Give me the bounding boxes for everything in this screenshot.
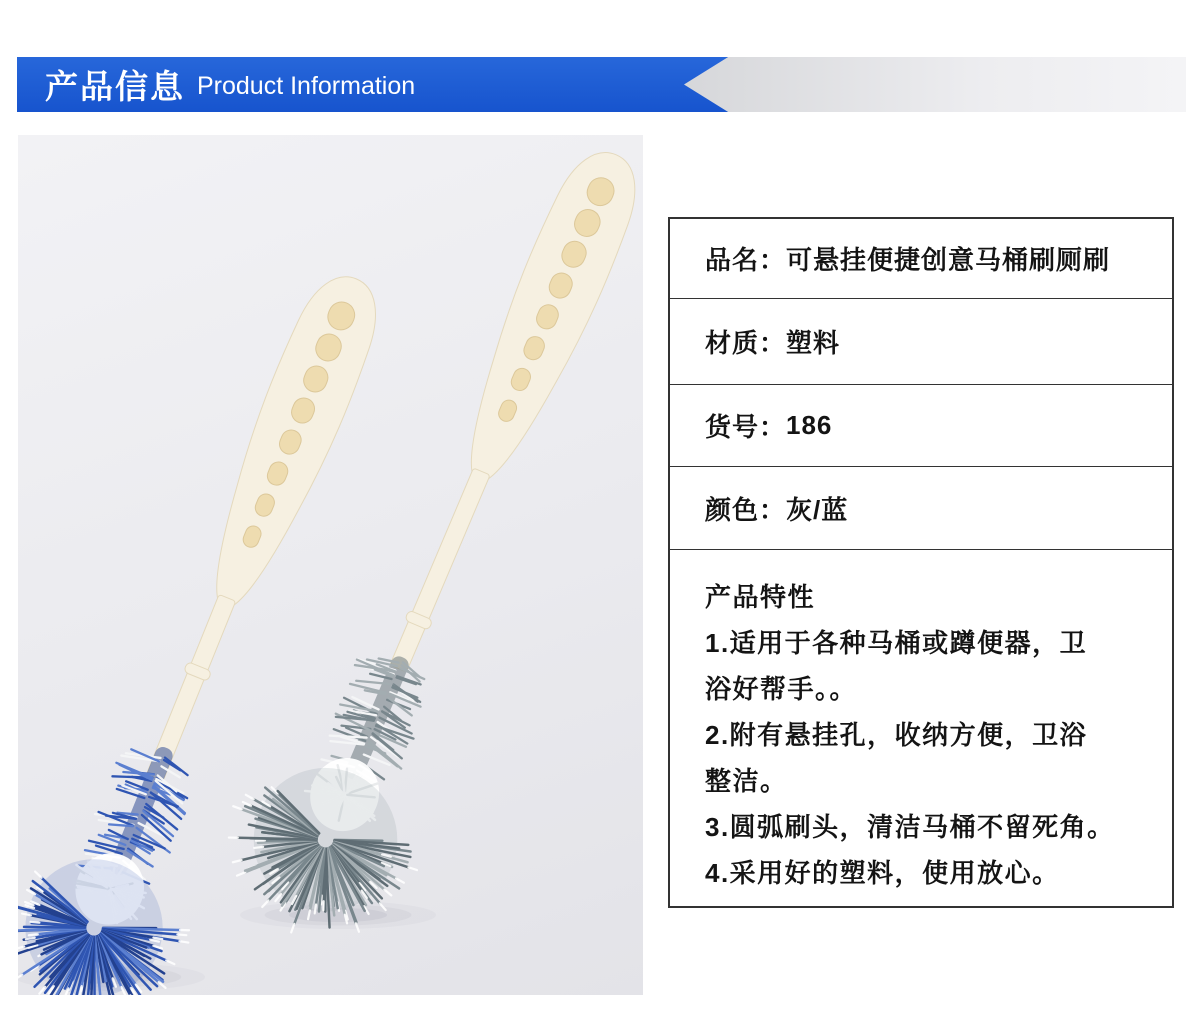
feature-line: 1.适用于各种马桶或蹲便器，卫 [705, 628, 1088, 658]
spec-row-name [670, 219, 1172, 299]
features-title: 产品特性 [705, 582, 816, 612]
section-title-zh: 产品信息 [45, 68, 185, 105]
spec-label: 颜色： [705, 494, 787, 525]
spec-value: 塑料 [786, 328, 841, 358]
spec-row-color [670, 467, 1172, 550]
banner-arrow-decoration [684, 57, 1186, 112]
feature-line: 4.采用好的塑料，使用放心。 [705, 858, 1060, 888]
spec-value: 可悬挂便捷创意马桶刷厕刷 [786, 245, 1111, 275]
feature-line: 整洁。 [705, 766, 788, 796]
spec-label: 品名： [705, 245, 787, 275]
feature-line: 浴好帮手。。 [705, 674, 858, 704]
spec-row-material [670, 299, 1172, 385]
spec-label: 材质： [705, 328, 787, 358]
features-cell [670, 550, 1172, 906]
banner-blue-bar [17, 57, 728, 112]
spec-row-item-number [670, 385, 1172, 467]
product-photo [18, 135, 643, 995]
spec-label: 货号： [705, 412, 787, 442]
spec-value: 186 [786, 410, 833, 440]
toilet-brushes-image [18, 135, 643, 995]
feature-line: 2.附有悬挂孔，收纳方便，卫浴 [705, 720, 1088, 750]
product-spec-table [668, 217, 1174, 908]
feature-line: 3.圆弧刷头，清洁马桶不留死角。 [705, 812, 1115, 842]
section-title-en: Product Information [197, 72, 416, 100]
spec-value: 灰/蓝 [786, 494, 849, 525]
